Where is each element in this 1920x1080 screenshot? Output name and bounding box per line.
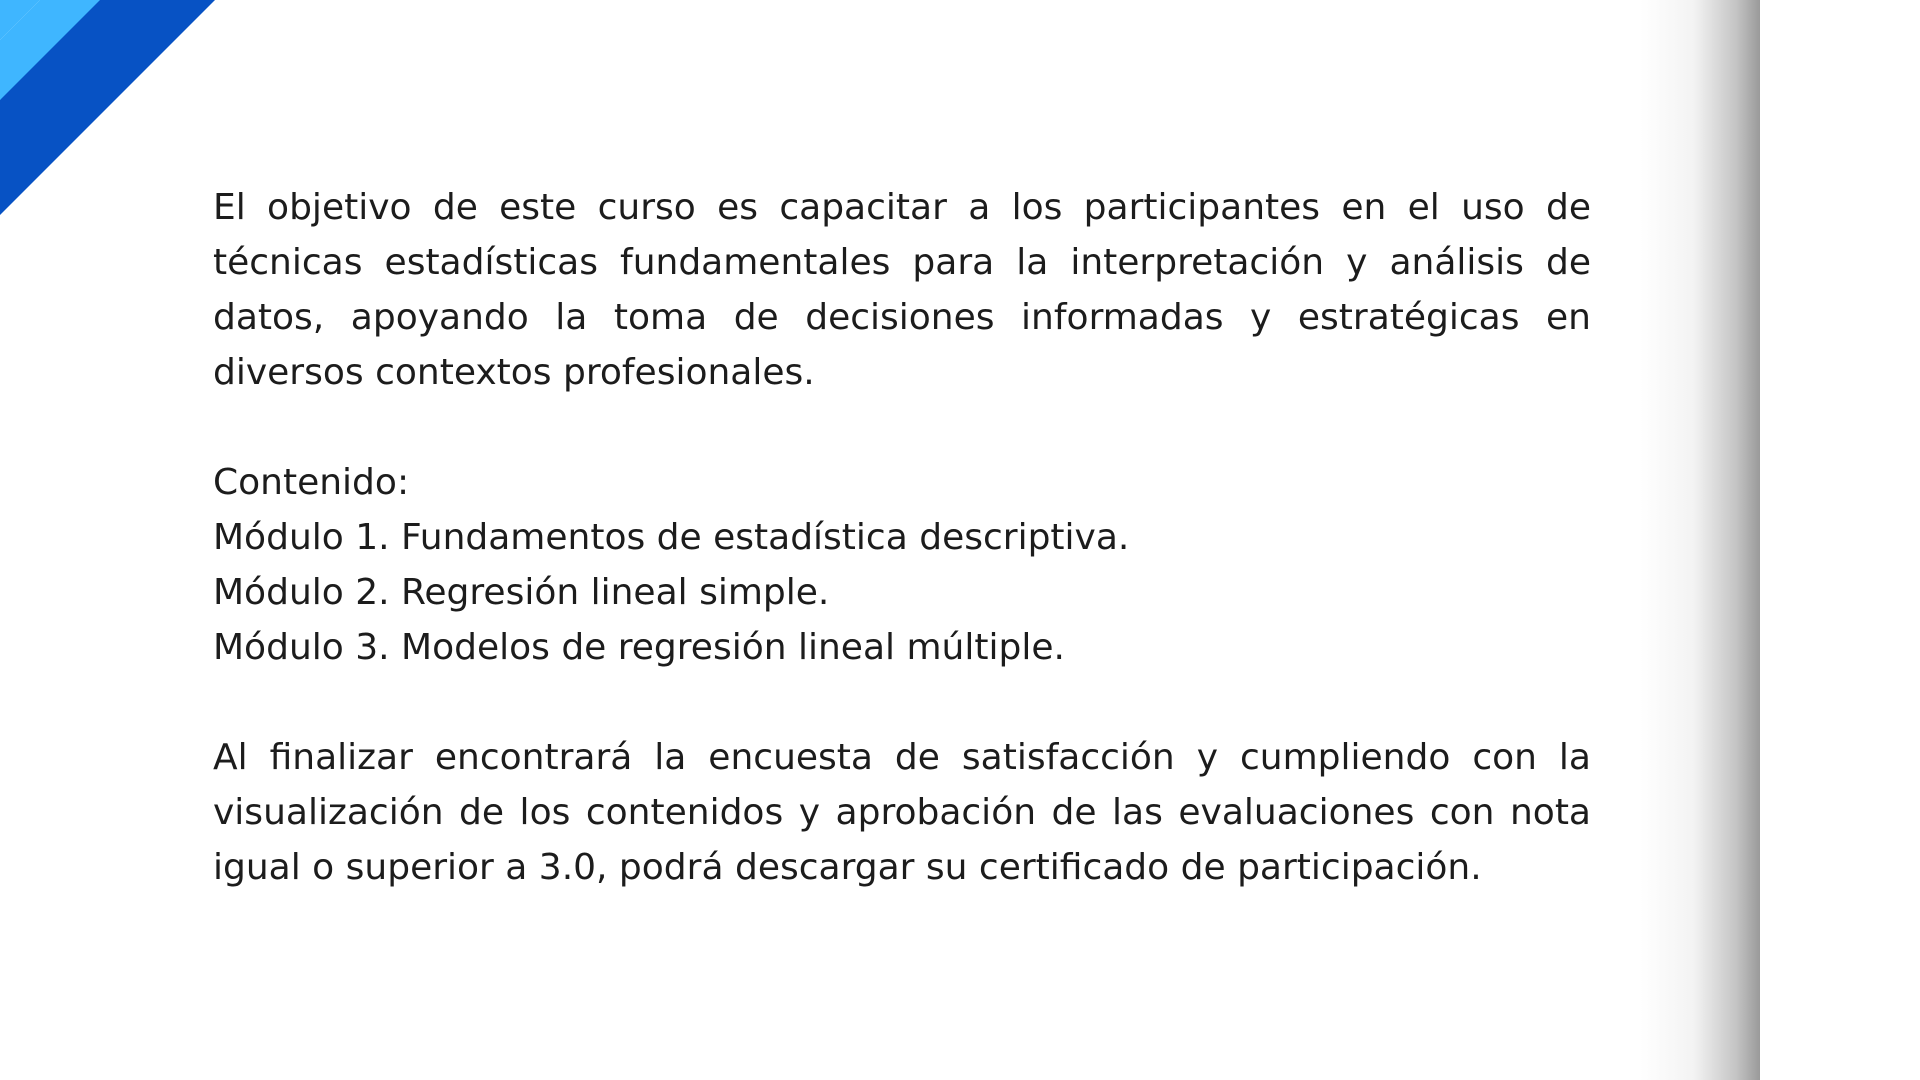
page-edge-shadow bbox=[1640, 0, 1760, 1080]
spacer bbox=[213, 400, 1591, 455]
spacer bbox=[213, 675, 1591, 730]
objective-paragraph: El objetivo de este curso es capacitar a los participantes en el uso de técnicas estadísticas fundamentales para la interpretación y análisis de datos, apoyando la toma de decisiones informadas y estratégicas en diversos contextos profesionales. bbox=[213, 187, 1591, 393]
document-body bbox=[213, 180, 1591, 895]
module-item: Módulo 1. Fundamentos de estadística descriptiva. bbox=[213, 517, 1130, 558]
content-heading: Contenido: bbox=[213, 462, 410, 503]
module-item: Módulo 2. Regresión lineal simple. bbox=[213, 572, 830, 613]
module-item: Módulo 3. Modelos de regresión lineal múltiple. bbox=[213, 627, 1065, 668]
right-panel bbox=[1760, 0, 1920, 1080]
closing-paragraph: Al finalizar encontrará la encuesta de satisfacción y cumpliendo con la visualización de los contenidos y aprobación de las evaluaciones con nota igual o superior a 3.0, podrá descargar su certificado de participación. bbox=[213, 737, 1591, 888]
